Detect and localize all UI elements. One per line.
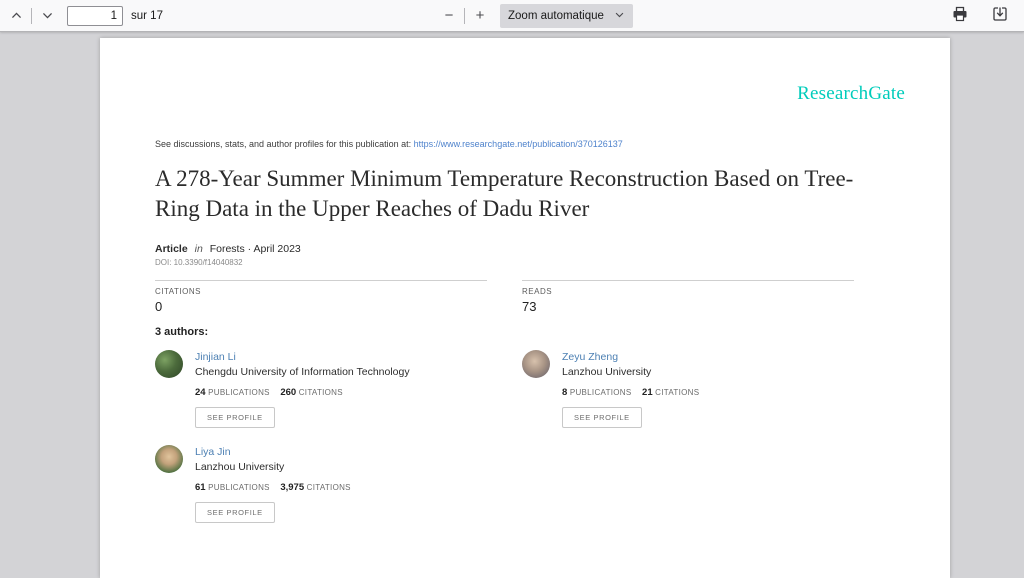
chevron-down-icon (614, 9, 625, 23)
author-avatar[interactable] (155, 350, 183, 378)
author-info (562, 350, 699, 428)
pdf-page (100, 38, 950, 578)
printer-icon (952, 10, 968, 25)
zoom-level-dropdown[interactable] (500, 4, 633, 28)
pdf-viewer-area[interactable] (0, 33, 1024, 539)
author-name-link[interactable]: Liya Jin (195, 446, 231, 458)
see-profile-button[interactable]: SEE PROFILE (195, 407, 275, 428)
see-profile-button[interactable]: SEE PROFILE (562, 407, 642, 428)
chevron-down-icon (41, 9, 54, 22)
citations-count: 21 (642, 387, 653, 398)
publications-count: 61 (195, 482, 206, 493)
page-count-label: sur 17 (131, 9, 163, 22)
author-info (195, 350, 410, 428)
next-page-button[interactable] (35, 4, 59, 28)
article-meta-line (155, 243, 301, 255)
publications-count: 24 (195, 387, 206, 398)
citations-label: CITATIONS (655, 388, 700, 397)
publication-link-line (155, 139, 623, 149)
citations-count: 3,975 (280, 482, 305, 493)
toolbar-zoom-group (437, 0, 633, 31)
publications-label: PUBLICATIONS (569, 388, 632, 397)
citations-count: 260 (280, 387, 297, 398)
authors-count-label: 3 authors: (155, 326, 209, 338)
zoom-out-button[interactable]: − (437, 4, 461, 28)
author-card (522, 350, 857, 428)
author-card (155, 350, 487, 428)
toolbar-left-group (4, 0, 163, 31)
author-affiliation: Lanzhou University (562, 366, 652, 378)
reads-stat (522, 280, 854, 314)
citations-label: CITATIONS (298, 388, 343, 397)
author-card (155, 445, 487, 523)
publications-label: PUBLICATIONS (208, 483, 270, 492)
save-download-button[interactable] (992, 6, 1008, 25)
publication-stats-row (155, 280, 854, 314)
author-stats (562, 387, 699, 398)
article-in-label: in (194, 243, 203, 255)
citations-stat (155, 280, 487, 314)
doi-label: DOI: 10.3390/f14040832 (155, 258, 243, 267)
author-stats (195, 482, 351, 493)
author-avatar[interactable] (155, 445, 183, 473)
citations-label: CITATIONS (306, 483, 351, 492)
author-affiliation: Lanzhou University (195, 461, 285, 473)
paper-title: A 278-Year Summer Minimum Temperature Reconstruction Based on Tree-Ring Data in the Upper Reaches of Dadu River (155, 166, 854, 221)
see-profile-button[interactable]: SEE PROFILE (195, 502, 275, 523)
previous-page-button[interactable] (4, 4, 28, 28)
chevron-up-icon (10, 9, 23, 22)
citations-value: 0 (155, 299, 163, 314)
download-icon (992, 10, 1008, 25)
publications-count: 8 (562, 387, 568, 398)
author-name-link[interactable]: Zeyu Zheng (562, 351, 619, 363)
author-stats (195, 387, 410, 398)
researchgate-logo: ResearchGate (797, 83, 905, 104)
article-source-label: Forests · April 2023 (209, 243, 301, 255)
toolbar-right-group (952, 0, 1008, 31)
article-type-label: Article (155, 243, 188, 255)
print-button[interactable] (952, 6, 968, 25)
zoom-level-value: Zoom automatique (508, 9, 604, 22)
reads-value: 73 (522, 299, 537, 314)
author-info (195, 445, 351, 523)
publications-label: PUBLICATIONS (208, 388, 270, 397)
publication-url-link[interactable]: https://www.researchgate.net/publication/370126137 (413, 139, 623, 149)
see-discussions-text: See discussions, stats, and author profiles for this publication at: (155, 139, 412, 149)
author-affiliation: Chengdu University of Information Technology (195, 366, 410, 378)
pdf-viewer-toolbar (0, 0, 1024, 32)
zoom-in-button[interactable]: + (468, 4, 492, 28)
citations-label: CITATIONS (155, 287, 201, 296)
toolbar-separator (464, 8, 465, 24)
page-number-input[interactable] (67, 6, 123, 26)
authors-grid (155, 350, 857, 523)
reads-label: READS (522, 287, 553, 296)
toolbar-separator (31, 8, 32, 24)
author-name-link[interactable]: Jinjian Li (195, 351, 236, 363)
author-avatar[interactable] (522, 350, 550, 378)
